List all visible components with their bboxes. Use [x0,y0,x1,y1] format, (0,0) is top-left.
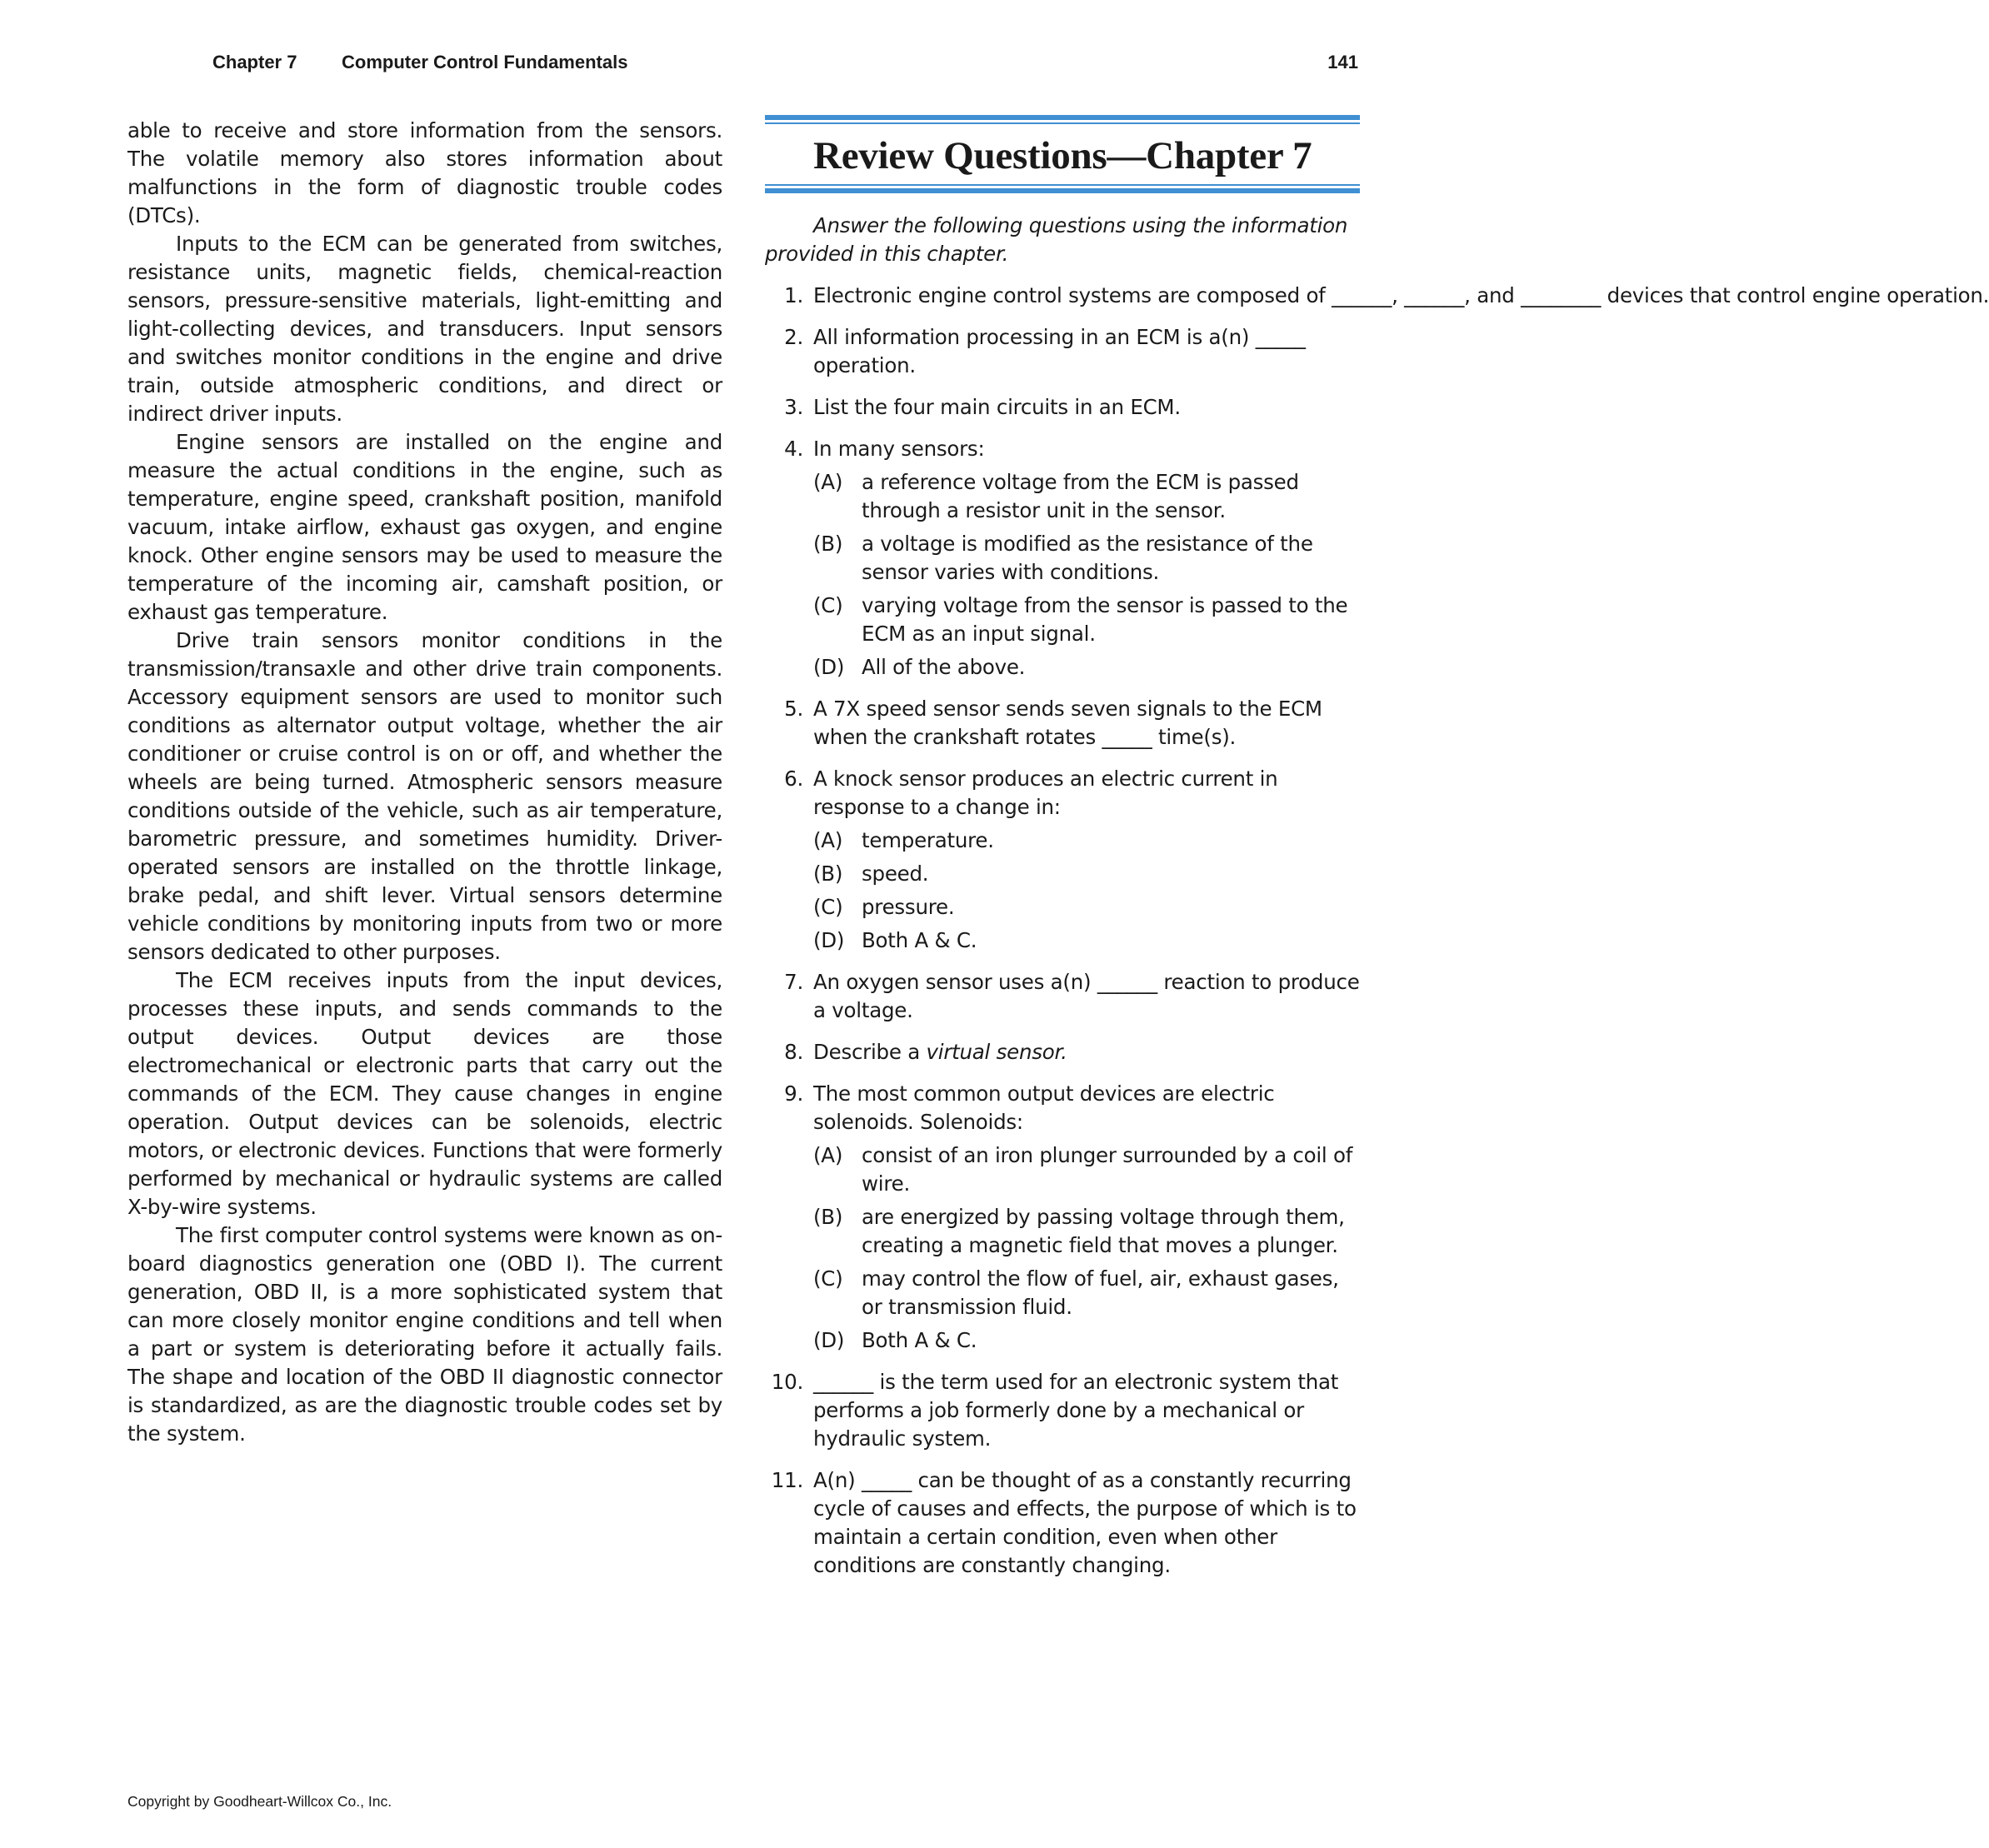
chapter-title: Computer Control Fundamentals [342,52,628,72]
option-text: All of the above. [862,655,1026,679]
option-text: Both A & C. [862,928,977,952]
question-text-italic: virtual sensor. [926,1040,1067,1064]
question-8 [765,1038,1360,1066]
question-text: Describe a [813,1040,927,1064]
option-text: a voltage is modified as the resistance of the sensor varies with conditions. [862,532,1313,584]
body-text [127,117,722,1448]
question-7 [765,968,1360,1025]
question-number: 3. [784,395,803,419]
option-text: may control the flow of fuel, air, exhaust gases, or transmission fluid. [862,1266,1339,1319]
question-text: An oxygen sensor uses a(n) ______ reaction to produce a voltage. [813,970,1360,1022]
question-4 [765,435,1360,682]
option-letter: (C) [813,1266,843,1291]
option-d [813,926,1360,955]
question-number: 5. [784,697,803,721]
option-letter: (D) [813,1328,845,1352]
question-text: In many sensors: [813,437,985,461]
body-paragraph: Inputs to the ECM can be generated from switches, resistance units, magnetic fields, chemical-reaction sensors, pressure-sensitive materials, light-emitting and light-collecting devices, and transducers. Input sensors and switches monitor conditions in the engine and drive train, outside atmospheric conditions, and direct or indirect driver inputs. [127,232,722,426]
body-paragraph: The ECM receives inputs from the input devices, processes these inputs, and sends commands to the output devices. Output devices are those electromechanical or electronic parts that carry out the commands of the ECM. They cause changes in engine operation. Output devices can be solenoids, electric motors, or electronic devices. Functions that were formerly performed by mechanical or hydraulic systems are called X-by-wire systems. [127,968,722,1219]
option-letter: (B) [813,1205,843,1229]
question-text: The most common output devices are electric solenoids. Solenoids: [813,1081,1275,1134]
question-text: A(n) _____ can be thought of as a constantly recurring cycle of causes and effects, the purpose of which is to maintain a certain condition, even when other conditions are constantly changing. [813,1468,1357,1577]
option-c [813,1265,1360,1321]
body-paragraph: Drive train sensors monitor conditions in the transmission/transaxle and other drive train components. Accessory equipment sensors are used to monitor such conditions as alternator output voltage, whether the air conditioner or cruise control is on or off, and whether the wheels are being turned. Atmospheric sensors measure conditions outside of the vehicle, such as air temperature, barometric pressure, and sometimes humidity. Driver-operated sensors are installed on the throttle linkage, brake pedal, and shift lever. Virtual sensors determine vehicle conditions by monitoring inputs from two or more sensors dedicated to other purposes. [127,628,722,964]
question-5 [765,695,1360,752]
option-letter: (D) [813,655,845,679]
copyright-footer: Copyright by Goodheart-Willcox Co., Inc. [127,1793,392,1810]
title-rule-top [765,115,1360,120]
option-a [813,468,1360,525]
body-paragraph: able to receive and store information from the sensors. The volatile memory also stores information about malfunctions in the form of diagnostic trouble codes (DTCs). [127,118,722,227]
option-a [813,827,1360,855]
option-letter: (B) [813,862,843,886]
question-text: All information processing in an ECM is a(n) _____ operation. [813,325,1306,377]
question-number: 1. [784,283,803,307]
option-text: a reference voltage from the ECM is passed through a resistor unit in the sensor. [862,470,1299,522]
question-11 [765,1466,1360,1580]
option-letter: (D) [813,928,845,952]
title-rule-bottom [765,188,1360,193]
option-c [813,592,1360,648]
option-text: consist of an iron plunger surrounded by a coil of wire. [862,1143,1353,1196]
option-d [813,1326,1360,1355]
question-text: ______ is the term used for an electronic system that performs a job formerly done by a mechanical or hydraulic system. [813,1370,1339,1451]
title-rule-top-thin [765,122,1360,124]
question-9 [765,1080,1360,1355]
question-number: 4. [784,437,803,461]
option-text: Both A & C. [862,1328,977,1352]
body-paragraph: Engine sensors are installed on the engine and measure the actual conditions in the engine, such as temperature, engine speed, crankshaft position, manifold vacuum, intake airflow, exhaust gas oxygen, and engine knock. Other engine sensors may be used to measure the temperature of the incoming air, camshaft position, or exhaust gas temperature. [127,430,722,624]
option-b [813,530,1360,587]
question-number: 9. [784,1081,803,1106]
body-paragraph: The first computer control systems were known as on-board diagnostics generation one (OBD I). The current generation, OBD II, is a more sophisticated system that can more closely monitor engine conditions and tell when a part or system is deteriorating before it actually fails. The shape and location of the OBD II diagnostic connector is standardized, as are the diagnostic trouble codes set by the system. [127,1223,722,1446]
question-number: 7. [784,970,803,994]
option-letter: (A) [813,470,843,494]
option-text: varying voltage from the sensor is passed to the ECM as an input signal. [862,593,1348,646]
question-number: 6. [784,767,803,791]
question-text: Electronic engine control systems are composed of ______, ______, and ________ devices that control engine operation. [813,283,1989,307]
option-letter: (C) [813,895,843,919]
page-number: 141 [1327,52,1358,72]
option-b [813,1203,1360,1260]
question-text: A knock sensor produces an electric current in response to a change in: [813,767,1278,819]
question-1 [765,282,1989,310]
option-letter: (C) [813,593,843,617]
question-number: 2. [784,325,803,349]
option-a [813,1141,1360,1198]
instructions: Answer the following questions using the information provided in this chapter. [765,213,1348,266]
question-number: 10. [771,1370,803,1394]
question-number: 11. [771,1468,803,1492]
running-head [212,52,1358,80]
option-c [813,893,1360,922]
title-rule-bottom-thin [765,184,1360,186]
option-text: are energized by passing voltage through them, creating a magnetic field that moves a plunger. [862,1205,1345,1257]
option-d [813,653,1360,682]
question-10 [765,1368,1360,1453]
question-6 [765,765,1360,955]
option-text: speed. [862,862,929,886]
chapter-label: Chapter 7 [212,52,297,72]
option-letter: (B) [813,532,843,556]
option-text: pressure. [862,895,955,919]
review-questions [765,115,1989,1593]
question-3 [765,393,1360,422]
option-letter: (A) [813,828,843,852]
option-letter: (A) [813,1143,843,1167]
question-2 [765,323,1360,380]
question-text: List the four main circuits in an ECM. [813,395,1181,419]
question-text: A 7X speed sensor sends seven signals to the ECM when the crankshaft rotates _____ time(s). [813,697,1322,749]
question-number: 8. [784,1040,803,1064]
review-title: Review Questions—Chapter 7 [813,134,1312,177]
option-b [813,860,1360,888]
option-text: temperature. [862,828,994,852]
